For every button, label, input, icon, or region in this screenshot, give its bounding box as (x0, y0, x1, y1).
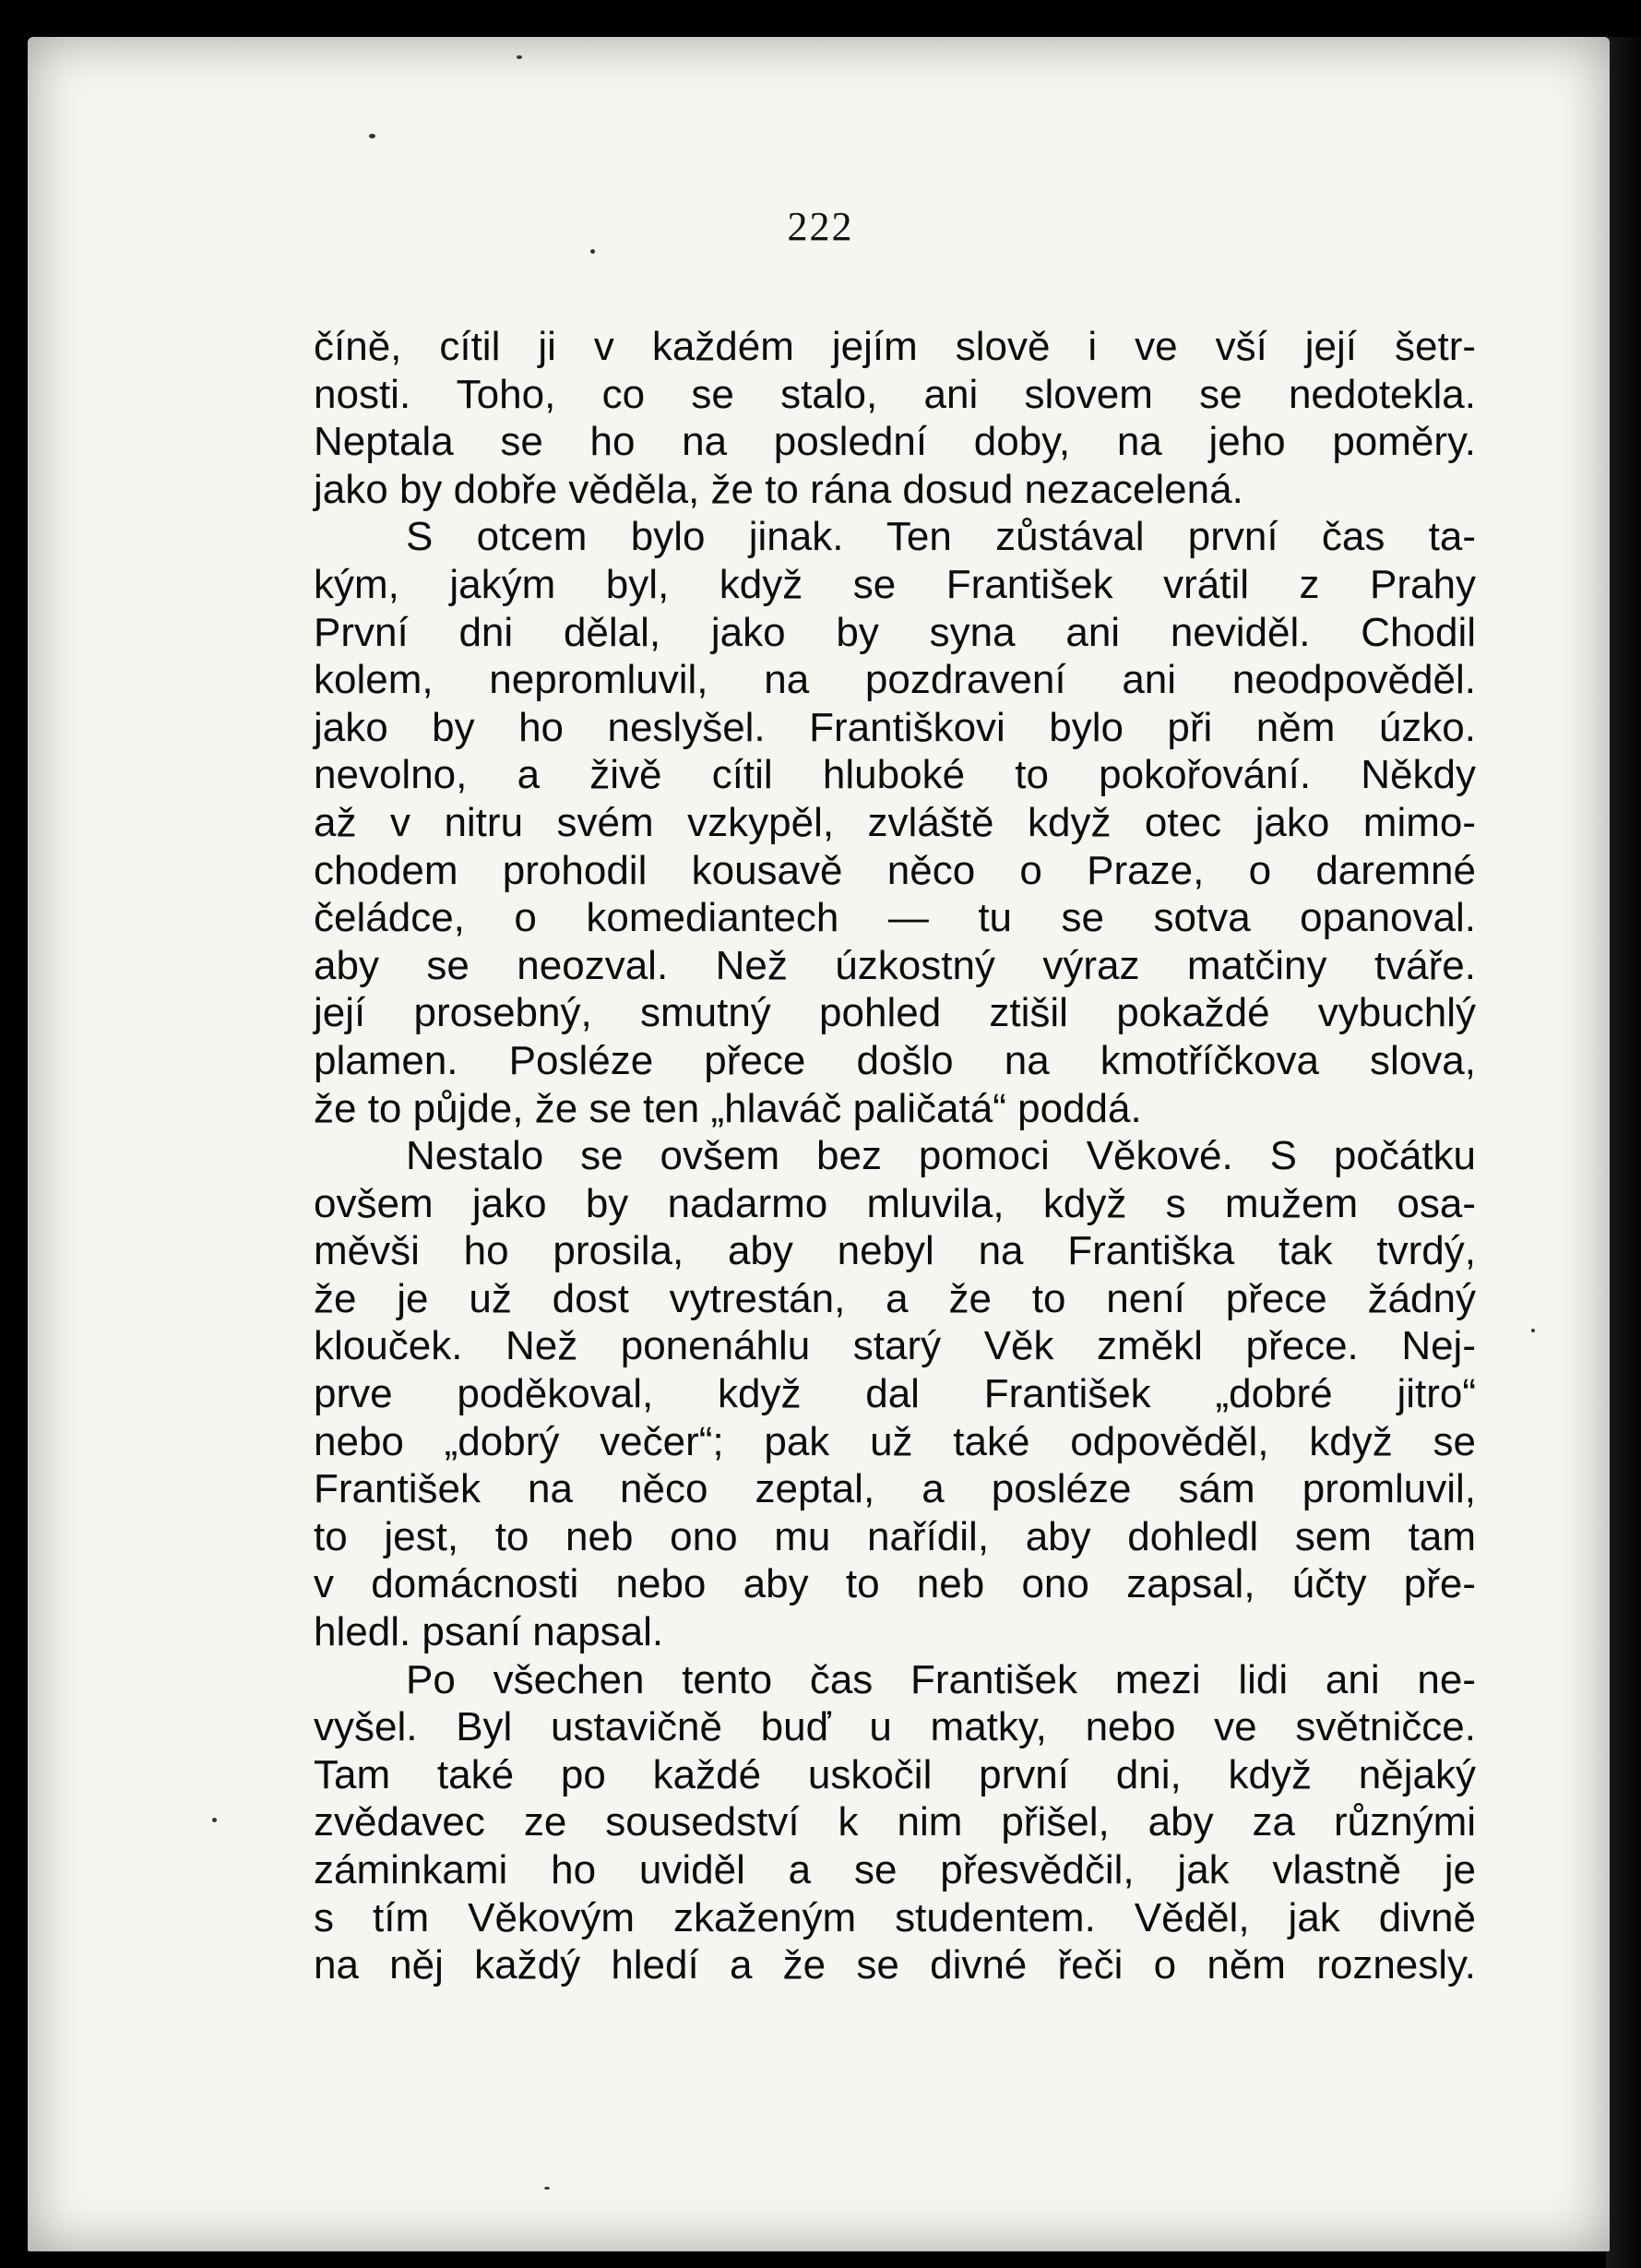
text-line: měvši ho prosila, aby nebyl na Františka tak tvrdý, (314, 1228, 1476, 1274)
text-line: nevolno, a živě cítil hluboké to pokořování. Někdy (314, 752, 1476, 798)
text-line: nebo „dobrý večer“; pak už také odpověděl, když se (314, 1418, 1476, 1464)
text-line: Tam také po každé uskočil první dni, když nějaký (314, 1751, 1476, 1797)
text-line: záminkami ho uviděl a se přesvědčil, jak vlastně je (314, 1847, 1476, 1892)
page-number: 222 (787, 204, 854, 249)
text-line: že to půjde, že se ten „hlaváč paličatá“ poddá. (314, 1085, 1142, 1131)
text-line: kým, jakým byl, když se František vrátil z Prahy (314, 561, 1476, 607)
text-line: v domácnosti nebo aby to neb ono zapsal, účty pře- (314, 1561, 1476, 1607)
text-line: Neptala se ho na poslední doby, na jeho poměry. (314, 419, 1476, 465)
text-line: vyšel. Byl ustavičně buď u matky, nebo ve světničce. (314, 1704, 1476, 1750)
text-line: prve poděkoval, když dal František „dobré jitro“ (314, 1371, 1476, 1417)
text-line: s tím Věkovým zkaženým studentem. Věděl, jak divně (314, 1894, 1476, 1940)
text-line: její prosebný, smutný pohled ztišil pokaždé vybuchlý (314, 990, 1476, 1036)
text-line: na něj každý hledí a že se divné řeči o něm roznesly. (314, 1942, 1476, 1988)
text-line: První dni dělal, jako by syna ani neviděl. Chodil (314, 609, 1476, 655)
text-line: plamen. Posléze přece došlo na kmotříčkova slova, (314, 1037, 1476, 1083)
body-text (314, 323, 1476, 1989)
text-line: Nestalo se ovšem bez pomoci Věkové. S počátku (406, 1133, 1476, 1179)
text-line: kolem, nepromluvil, na pozdravení ani neodpověděl. (314, 657, 1476, 703)
text-line: jako by dobře věděla, že to rána dosud nezacelená. (314, 466, 1243, 512)
text-line: to jest, to neb ono mu nařídil, aby dohledl sem tam (314, 1513, 1476, 1559)
text-line: nosti. Toho, co se stalo, ani slovem se nedotekla. (314, 371, 1476, 417)
text-line: chodem prohodil kousavě něco o Praze, o daremné (314, 847, 1476, 893)
text-line: Po všechen tento čas František mezi lidi ani ne- (406, 1656, 1476, 1702)
text-line: čeládce, o komediantech — tu se sotva opanoval. (314, 895, 1476, 941)
text-line: hledl. psaní napsal. (314, 1609, 664, 1655)
text-line: klouček. Než ponenáhlu starý Věk změkl přece. Nej- (314, 1323, 1476, 1369)
text-line: jako by ho neslyšel. Františkovi bylo při něm úzko. (314, 704, 1476, 750)
text-line: ovšem jako by nadarmo mluvila, když s mužem osa- (314, 1180, 1476, 1226)
text-line: aby se neozval. Než úzkostný výraz matčiny tváře. (314, 942, 1476, 988)
scan-edge (1606, 37, 1641, 2268)
text-line: S otcem bylo jinak. Ten zůstával první čas ta- (406, 514, 1476, 560)
text-line: František na něco zeptal, a posléze sám promluvil, (314, 1466, 1476, 1512)
text-line: číně, cítil ji v každém jejím slově i ve vší její šetr- (314, 324, 1476, 369)
text-line: zvědavec ze sousedství k nim přišel, aby za různými (314, 1799, 1476, 1845)
text-line: až v nitru svém vzkypěl, zvláště když otec jako mimo- (314, 799, 1476, 845)
text-line: že je už dost vytrestán, a že to není přece žádný (314, 1275, 1476, 1321)
